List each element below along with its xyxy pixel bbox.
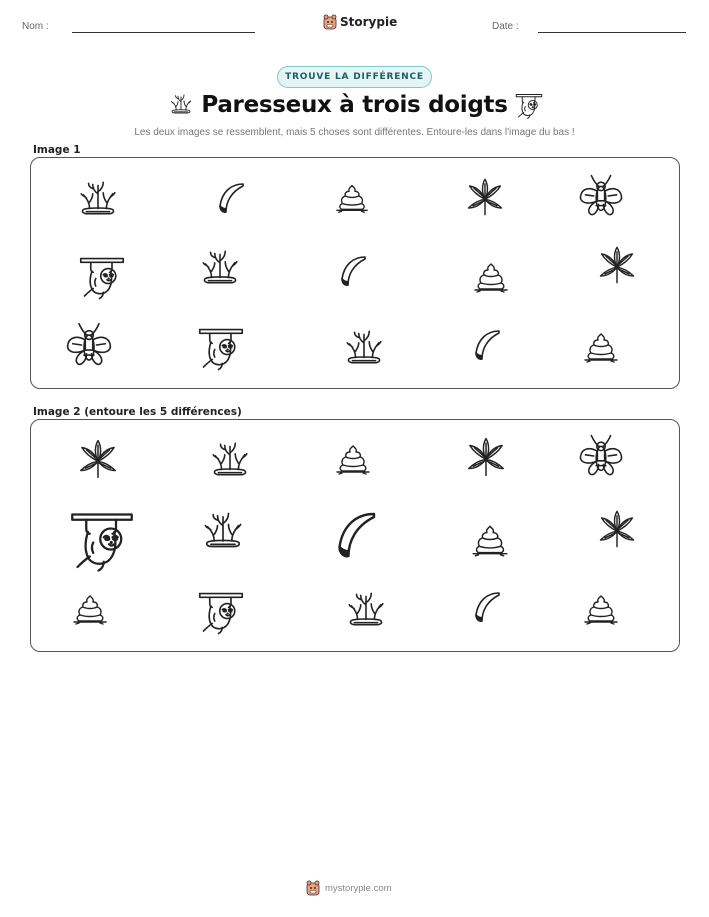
date-label: Date : — [492, 21, 519, 32]
sloth-icon — [67, 502, 137, 576]
image2-panel — [30, 419, 680, 652]
moth-icon — [576, 432, 626, 480]
leaf-icon — [463, 174, 507, 220]
coral-icon — [343, 324, 385, 370]
storypie-mascot-icon — [323, 14, 337, 30]
moth-icon — [576, 172, 626, 220]
coral-icon — [199, 244, 241, 290]
leaf-icon — [595, 242, 639, 288]
coral-icon — [201, 506, 245, 554]
sloth-icon — [196, 584, 246, 638]
footer — [306, 880, 392, 896]
title-sloth-icon — [514, 90, 544, 120]
poop-icon — [469, 256, 513, 296]
poop-icon — [331, 438, 375, 478]
activity-badge: TROUVE LA DIFFÉRENCE — [277, 66, 432, 88]
claw-icon — [209, 176, 249, 220]
leaf-icon — [75, 436, 121, 482]
claw-icon — [323, 504, 383, 566]
image2-label: Image 2 (entoure les 5 différences) — [33, 406, 242, 418]
claw-icon — [465, 584, 505, 630]
claw-icon — [331, 248, 371, 294]
date-field[interactable] — [538, 32, 686, 33]
image1-panel — [30, 157, 680, 389]
sloth-icon — [196, 320, 246, 374]
sloth-icon — [77, 250, 127, 302]
image1-label: Image 1 — [33, 144, 81, 156]
claw-icon — [465, 322, 505, 368]
page-title: Paresseux à trois doigts — [201, 92, 508, 118]
instructions: Les deux images se ressemblent, mais 5 choses sont différentes. Entoure-les dans l'image du bas ! — [134, 127, 575, 138]
poop-icon — [467, 518, 513, 560]
coral-icon — [209, 436, 251, 482]
leaf-icon — [463, 434, 509, 480]
storypie-mascot-icon — [306, 880, 320, 896]
name-label: Nom : — [22, 21, 49, 32]
footer-url: mystorypie.com — [325, 882, 392, 894]
poop-icon — [331, 178, 373, 216]
coral-icon — [345, 586, 387, 632]
name-field[interactable] — [72, 32, 255, 33]
brand-logo — [323, 14, 397, 30]
poop-icon — [579, 326, 623, 366]
poop-icon — [67, 588, 113, 628]
brand-name: Storypie — [340, 15, 398, 29]
moth-icon — [63, 320, 115, 370]
coral-icon — [77, 176, 119, 220]
leaf-icon — [595, 506, 639, 552]
poop-icon — [579, 588, 623, 628]
